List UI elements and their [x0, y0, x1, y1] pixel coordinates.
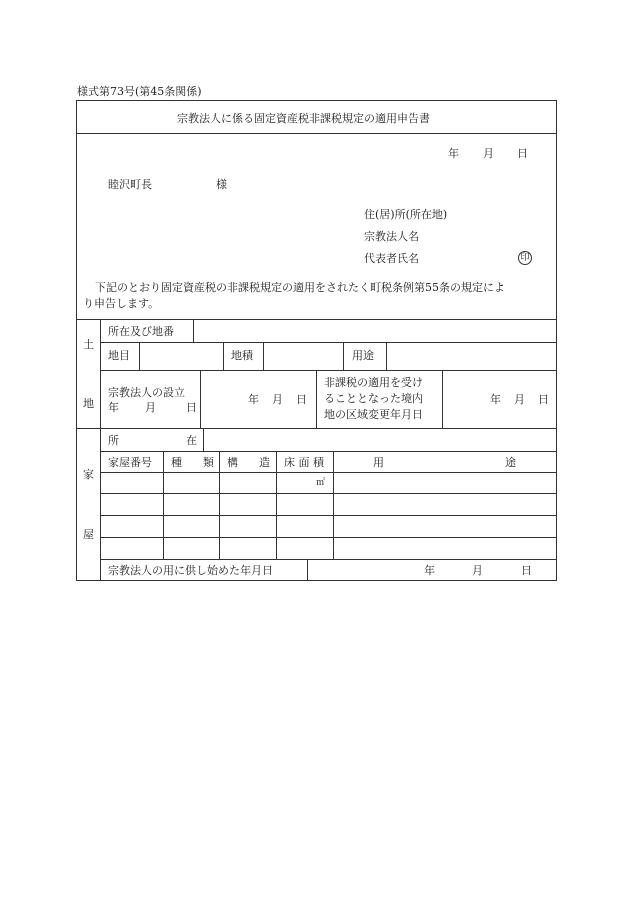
land-change-value-year: 年 — [490, 393, 501, 406]
land-change-label-3: 地の区域変更年月日 — [324, 408, 423, 421]
house-col-use-2: 途 — [505, 456, 516, 469]
applicant-address-label: 住(居)所(所在地) — [364, 208, 448, 221]
land-label-1: 土 — [83, 338, 94, 351]
land-label-column — [100, 319, 101, 581]
addressee-name: 睦沢町長 — [108, 178, 152, 191]
land-est-value-day: 日 — [296, 393, 307, 406]
form-frame — [76, 100, 557, 581]
house-col-use-1: 用 — [373, 456, 384, 469]
form-title: 宗教法人に係る固定資産税非課税規定の適用申告書 — [177, 112, 430, 125]
land-established-label: 宗教法人の設立 — [108, 386, 185, 399]
land-area-label: 地積 — [231, 349, 253, 362]
house-label-2: 屋 — [83, 528, 94, 541]
house-start-use-label: 宗教法人の用に供し始めた年月日 — [108, 564, 273, 577]
land-label-2: 地 — [83, 397, 94, 410]
form-number: 様式第73号(第45条関係) — [77, 85, 202, 98]
house-start-use-day: 日 — [521, 564, 532, 577]
house-location-label-1: 所 — [108, 434, 119, 447]
declaration-line-2: り申告します。 — [83, 297, 160, 310]
land-change-label-1: 非課税の適用を受け — [324, 376, 423, 389]
house-row-line-2 — [100, 515, 557, 516]
land-est-value-year: 年 — [248, 393, 259, 406]
land-established-day: 日 — [186, 401, 197, 414]
land-change-value-day: 日 — [538, 393, 549, 406]
house-col-number: 家屋番号 — [108, 456, 152, 469]
land-established-year: 年 — [108, 401, 119, 414]
house-start-use-year: 年 — [424, 564, 435, 577]
house-col-floor: 床 面 積 — [284, 456, 324, 469]
divider-land-top — [76, 319, 557, 320]
land-change-value-month: 月 — [514, 393, 525, 406]
land-chimoku-label: 地目 — [108, 349, 130, 362]
house-label-1: 家 — [83, 468, 94, 481]
house-row-line-4 — [100, 559, 557, 560]
house-floor-unit: ㎡ — [316, 478, 326, 488]
land-change-label-2: ることとなった境内 — [324, 392, 423, 405]
house-col-struct-2: 造 — [259, 456, 270, 469]
addressee-honorific: 様 — [216, 178, 227, 191]
land-est-value-month: 月 — [272, 393, 283, 406]
date-month: 月 — [483, 147, 494, 160]
date-day: 日 — [517, 147, 528, 160]
land-location-label: 所在及び地番 — [108, 325, 174, 338]
land-use-label: 用途 — [352, 349, 374, 362]
date-year: 年 — [448, 147, 459, 160]
land-established-month: 月 — [145, 401, 156, 414]
seal-mark: 印 — [518, 251, 532, 265]
divider-title — [76, 133, 557, 134]
applicant-representative-label: 代表者氏名 — [364, 252, 419, 265]
house-start-use-month: 月 — [472, 564, 483, 577]
house-location-label-2: 在 — [186, 434, 197, 447]
applicant-corp-name-label: 宗教法人名 — [364, 230, 419, 243]
declaration-line-1: 下記のとおり固定資産税の非課税規定の適用をされたく町税条例第55条の規定によ — [95, 281, 505, 294]
house-row-line-1 — [100, 493, 557, 494]
house-col-kind-1: 種 — [171, 456, 182, 469]
house-col-struct-1: 構 — [227, 456, 238, 469]
divider-house-top — [76, 428, 557, 429]
house-col-kind-2: 類 — [203, 456, 214, 469]
house-row-line-3 — [100, 537, 557, 538]
